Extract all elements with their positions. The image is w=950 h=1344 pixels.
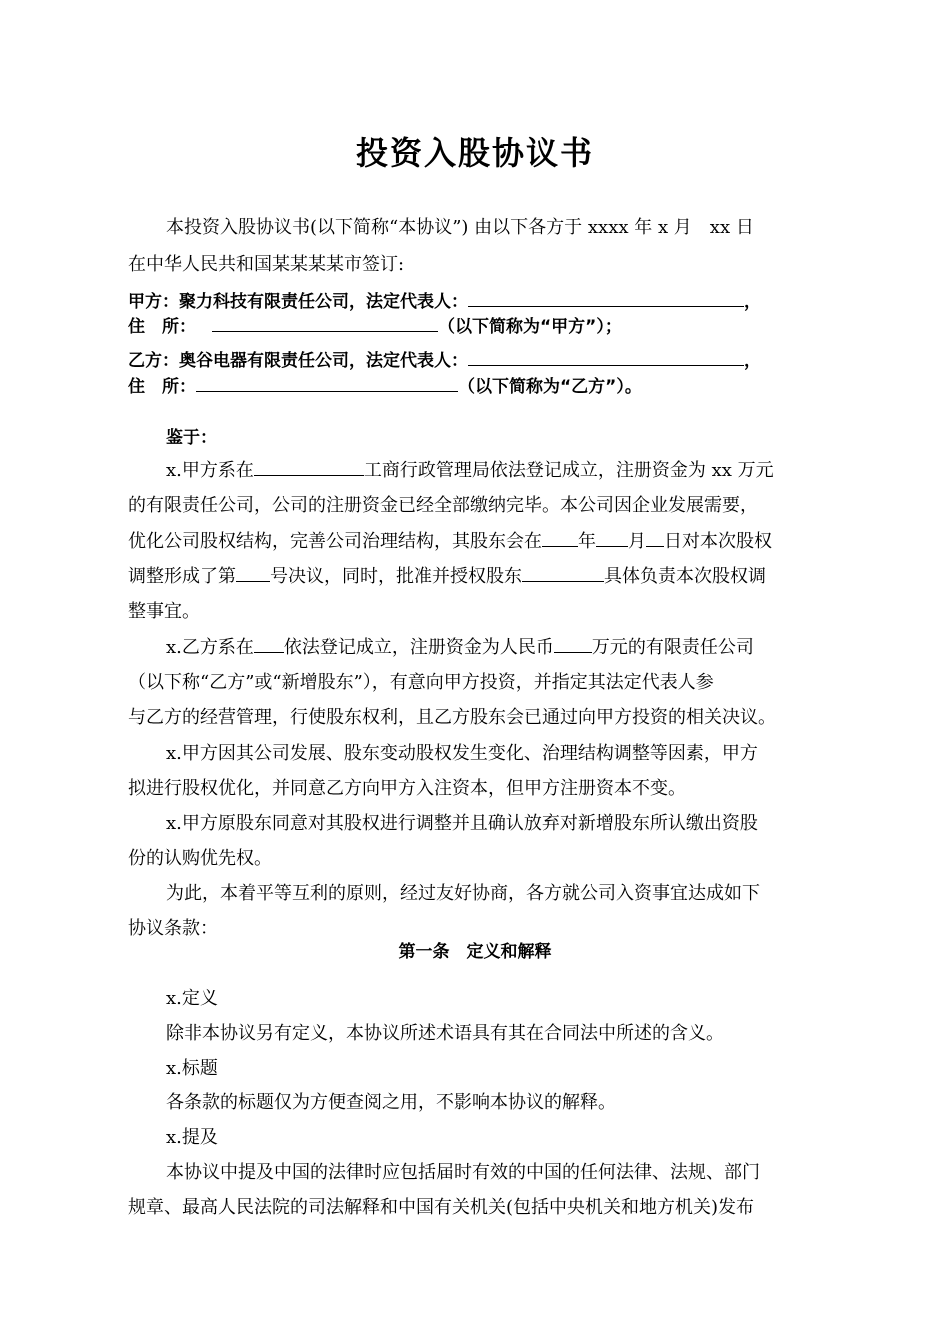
- p1-text-a: x.甲方系在: [166, 460, 254, 481]
- party-a-rep-end: ，: [744, 292, 761, 312]
- reference-heading: x.提及: [166, 1127, 218, 1148]
- p1-blank-month: [596, 530, 628, 547]
- article-1-heading: 第一条 定义和解释: [398, 942, 552, 962]
- p1-l4-text-b: 号决议，同时，批准并授权股东: [270, 566, 522, 587]
- p1-line-3: [128, 527, 772, 553]
- p2-blank-place: [254, 636, 284, 653]
- party-a-rep-blank: [468, 290, 744, 307]
- definition-text: 除非本协议另有定义，本协议所述术语具有其在合同法中所述的含义。: [166, 1023, 724, 1044]
- party-b-address-end: （以下简称为“乙方”）。: [458, 377, 642, 397]
- party-b-rep-blank: [468, 349, 744, 366]
- p1-blank-resolution: [236, 565, 270, 582]
- p1-text-b: 工商行政管理局依法登记成立，注册资金为 xx 万元: [363, 460, 774, 481]
- p3-line-1: x.甲方因其公司发展、股东变动股权发生变化、治理结构调整等因素，甲方: [166, 743, 758, 764]
- p2-blank-capital: [554, 636, 592, 653]
- p1-line-2: 的有限责任公司，公司的注册资金已经全部缴纳完毕。本公司因企业发展需要，: [128, 495, 758, 516]
- p1-blank-year: [542, 530, 578, 547]
- party-a-address-line: [128, 312, 622, 337]
- reference-text-line-2: 规章、最高人民法院的司法解释和中国有关机关(包括中央机关和地方机关)发布: [128, 1197, 755, 1218]
- party-a-address-label: 住 所：: [128, 317, 196, 337]
- p4-line-2: 份的认购优先权。: [128, 848, 272, 869]
- party-b-address-line: [128, 372, 642, 397]
- p1-blank-shareholder: [522, 565, 604, 582]
- p1-l3-text-a: 优化公司股权结构，完善公司治理结构，其股东会在: [128, 531, 542, 552]
- p1-line-5: 整事宜。: [128, 601, 200, 622]
- headings-text: 各条款的标题仅为方便查阅之用，不影响本协议的解释。: [166, 1092, 616, 1113]
- party-b-rep-end: ，: [744, 351, 761, 371]
- p1-line-4: [128, 562, 766, 588]
- p2-line-3: 与乙方的经营管理，行使股东权利，且乙方股东会已通过向甲方投资的相关决议。: [128, 707, 776, 728]
- party-b-rep-line: [128, 346, 761, 371]
- party-a-rep-label: 甲方：聚力科技有限责任公司，法定代表人：: [128, 292, 468, 312]
- p1-l3-year: 年: [578, 531, 596, 552]
- definition-heading: x.定义: [166, 988, 218, 1009]
- p5-line-1: 为此，本着平等互利的原则，经过友好协商，各方就公司入资事宜达成如下: [166, 883, 760, 904]
- intro-line-2: 在中华人民共和国某某某某市签订:: [128, 254, 405, 275]
- p2-text-a: x.乙方系在: [166, 637, 254, 658]
- party-a-rep-line: [128, 287, 761, 312]
- p1-l3-text-d: 日对本次股权: [664, 531, 772, 552]
- reference-text-line-1: 本协议中提及中国的法律时应包括届时有效的中国的任何法律、法规、部门: [166, 1162, 760, 1183]
- p1-l4-text-a: 调整形成了第: [128, 566, 236, 587]
- p3-line-2: 拟进行股权优化，并同意乙方向甲方入注资本，但甲方注册资本不变。: [128, 778, 686, 799]
- p1-l3-month: 月: [628, 531, 646, 552]
- intro-line-1: 本投资入股协议书(以下简称“本协议”) 由以下各方于 xxxx 年 x 月 xx 日: [166, 217, 754, 238]
- party-b-rep-label: 乙方：奥谷电器有限责任公司，法定代表人：: [128, 351, 468, 371]
- p1-l4-text-c: 具体负责本次股权调: [604, 566, 766, 587]
- party-a-address-end: （以下简称为“甲方”）；: [438, 317, 622, 337]
- party-a-address-blank: [212, 315, 438, 332]
- p1-line-1: [166, 456, 774, 482]
- p1-blank-day: [646, 530, 664, 547]
- p1-blank-bureau: [254, 459, 364, 476]
- p5-line-2: 协议条款：: [128, 918, 218, 939]
- document-title: 投资入股协议书: [355, 134, 594, 172]
- p2-text-b: 依法登记成立，注册资金为人民币: [283, 637, 554, 658]
- party-b-address-blank: [196, 375, 458, 392]
- p2-text-c: 万元的有限责任公司: [591, 637, 754, 658]
- p2-line-2: （以下称“乙方”或“新增股东”），有意向甲方投资，并指定其法定代表人参: [128, 672, 714, 693]
- p2-line-1: [166, 633, 754, 659]
- p4-line-1: x.甲方原股东同意对其股权进行调整并且确认放弃对新增股东所认缴出资股: [166, 813, 758, 834]
- party-b-address-label: 住 所：: [128, 377, 196, 397]
- headings-heading: x.标题: [166, 1058, 218, 1079]
- whereas-heading: 鉴于：: [166, 428, 217, 448]
